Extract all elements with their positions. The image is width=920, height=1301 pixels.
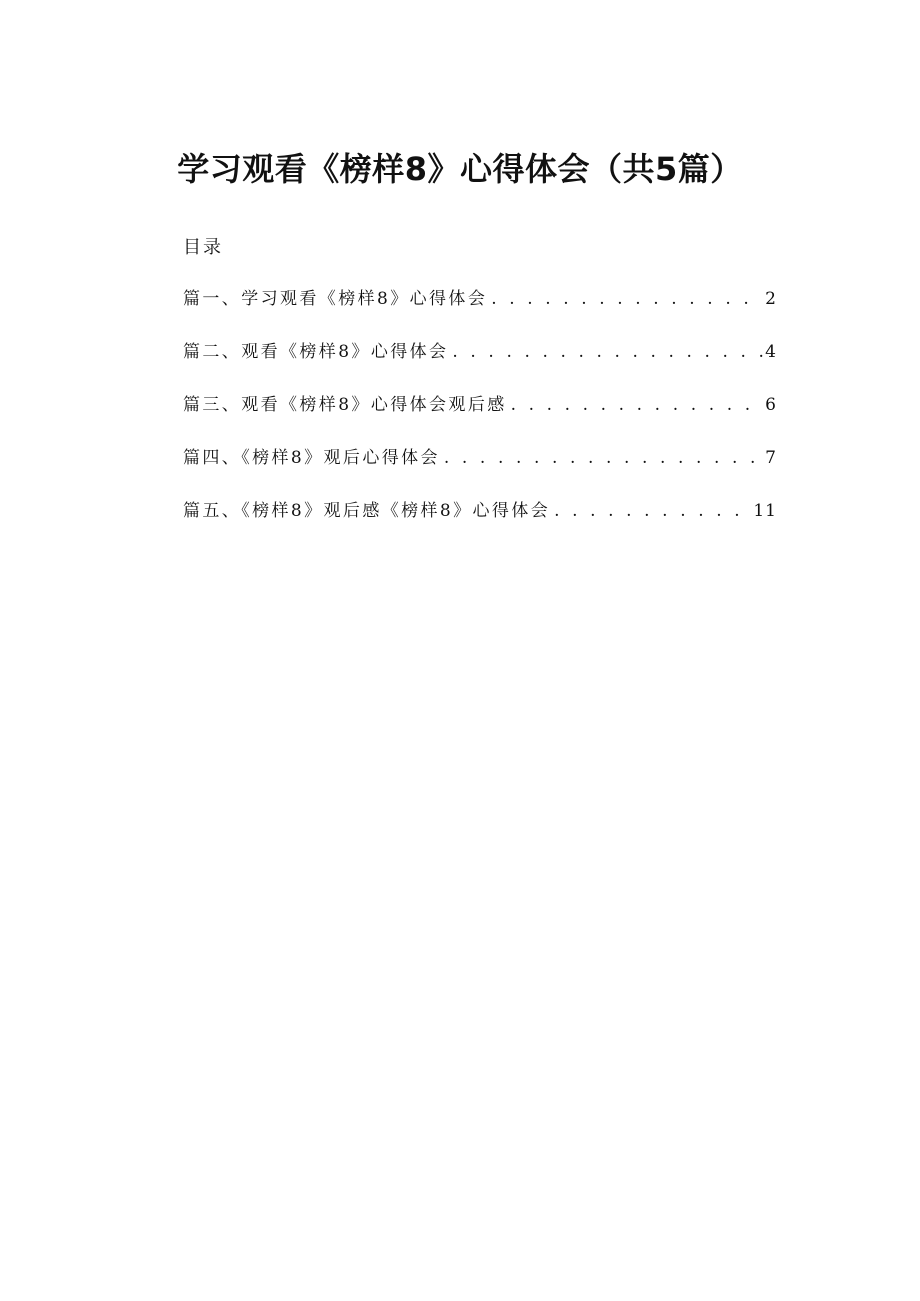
table-of-contents	[183, 284, 777, 549]
toc-dot-leader	[507, 390, 764, 420]
document-title: 学习观看《榜样8》心得体会（共5篇）	[177, 150, 743, 188]
toc-heading: 目录	[183, 237, 223, 258]
toc-entry-label: 篇五、《榜样8》观后感《榜样8》心得体会	[183, 501, 551, 521]
toc-entry-page: 2	[765, 289, 777, 309]
toc-entry-label: 篇一、学习观看《榜样8》心得体会	[183, 289, 488, 309]
toc-dot-leader	[550, 496, 751, 526]
toc-entry-page: 11	[753, 501, 777, 521]
toc-entry-label: 篇四、《榜样8》观后心得体会	[183, 448, 440, 468]
toc-entry-label: 篇二、观看《榜样8》心得体会	[183, 342, 449, 362]
toc-entry-4[interactable]	[183, 443, 777, 496]
toc-entry-3[interactable]	[183, 390, 777, 443]
toc-dot-leader	[487, 284, 763, 314]
toc-entry-2[interactable]	[183, 337, 777, 390]
toc-dot-leader	[448, 337, 763, 367]
toc-entry-1[interactable]	[183, 284, 777, 337]
toc-entry-5[interactable]	[183, 496, 777, 549]
toc-entry-page: 6	[765, 395, 777, 415]
toc-dot-leader	[440, 443, 763, 473]
toc-entry-label: 篇三、观看《榜样8》心得体会观后感	[183, 395, 507, 415]
toc-entry-page: 4	[765, 342, 777, 362]
toc-entry-page: 7	[765, 448, 777, 468]
